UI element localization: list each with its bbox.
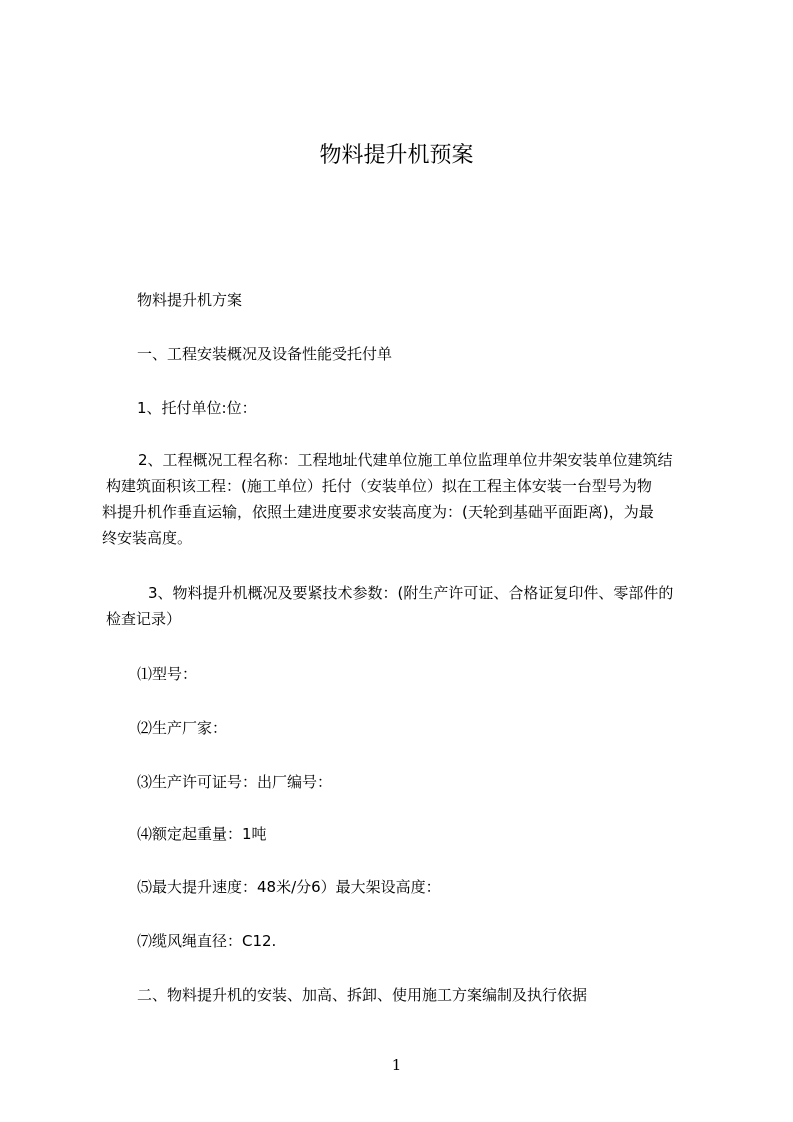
page-number: 1: [391, 1056, 402, 1074]
item-3-line: 检查记录）: [106, 610, 182, 628]
spec-max-speed: ⑸最大提升速度：48米/分6）最大架设高度：: [137, 878, 441, 896]
section-1-heading: 一、工程安装概况及设备性能受托付单: [137, 345, 393, 363]
item-3-tech-params: [106, 580, 673, 632]
item-2-line: 2、工程概况工程名称：工程地址代建单位施工单位监理单位井架安装单位建筑结: [138, 451, 673, 469]
item-2-line: 构建筑面积该工程：(施工单位）托付（安装单位）拟在工程主体安装一台型号为物: [106, 477, 652, 495]
document-title: 物料提升机预案: [319, 143, 474, 168]
spec-rated-load: ⑷额定起重量：1吨: [137, 825, 267, 843]
item-1-entrusting-unit: 1、托付单位:位：: [137, 399, 257, 417]
main-heading: 物料提升机方案: [137, 291, 243, 309]
spec-guy-rope-diameter: ⑺缆风绳直径：C12.: [137, 932, 277, 950]
spec-license-number: ⑶生产许可证号：出厂编号：: [137, 773, 333, 791]
spec-model: ⑴型号：: [137, 665, 198, 683]
item-2-line: 料提升机作垂直运输，依照土建进度要求安装高度为：(天轮到基础平面距离)，为最: [102, 503, 654, 521]
spec-manufacturer: ⑵生产厂家：: [137, 719, 228, 737]
section-2-heading: 二、物料提升机的安装、加高、拆卸、使用施工方案编制及执行依据: [137, 986, 588, 1004]
item-2-line: 终安装高度。: [102, 529, 193, 547]
item-3-line: 3、物料提升机概况及要紧技术参数：(附生产许可证、合格证复印件、零部件的: [148, 584, 674, 602]
item-2-project-overview: [96, 447, 673, 551]
